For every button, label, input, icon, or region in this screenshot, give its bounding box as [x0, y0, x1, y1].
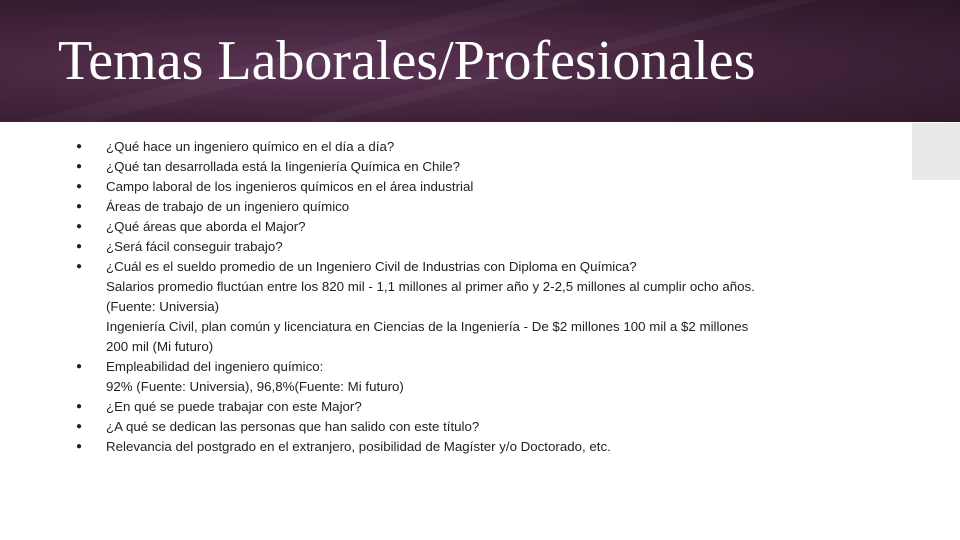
bullet-dot-icon: ●: [76, 421, 83, 432]
bullet-text: Relevancia del postgrado en el extranjero, posibilidad de Magíster y/o Doctorado, etc.: [106, 439, 611, 454]
bullet-text: Campo laboral de los ingenieros químicos en el área industrial: [106, 179, 474, 194]
bullet-item: [76, 177, 916, 197]
bullet-item: [76, 237, 916, 257]
bullet-text: Áreas de trabajo de un ingeniero químico: [106, 199, 350, 214]
title-banner: [0, 0, 960, 122]
bullet-item: [76, 137, 916, 157]
bullet-item: [76, 257, 916, 357]
bullet-dot-icon: ●: [76, 161, 83, 172]
bullet-text: ¿En qué se puede trabajar con este Major?: [106, 399, 362, 414]
bullet-text: ¿Qué áreas que aborda el Major?: [106, 219, 306, 234]
side-tab-decoration: [912, 123, 960, 180]
bullet-detail-line: Ingeniería Civil, plan común y licenciatura en Ciencias de la Ingeniería - De $2 millones 100 mil a $2 millones: [106, 319, 749, 334]
bullet-item: [76, 437, 916, 457]
bullet-text: ¿Cuál es el sueldo promedio de un Ingeniero Civil de Industrias con Diploma en Química?: [106, 259, 637, 274]
bullet-dot-icon: ●: [76, 221, 83, 232]
bullet-text: Empleabilidad del ingeniero químico:: [106, 359, 324, 374]
bullet-detail-line: Salarios promedio fluctúan entre los 820 mil - 1,1 millones al primer año y 2-2,5 millones al cumplir ocho años.: [106, 279, 755, 294]
bullet-detail-line: 92% (Fuente: Universia), 96,8%(Fuente: Mi futuro): [106, 379, 404, 394]
bullet-text: ¿Será fácil conseguir trabajo?: [106, 239, 283, 254]
slide-title: Temas Laborales/Profesionales: [58, 30, 756, 92]
bullet-detail-line: (Fuente: Universia): [106, 299, 220, 314]
bullet-dot-icon: ●: [76, 361, 83, 372]
bullet-text: ¿Qué tan desarrollada está la Iingeniería Química en Chile?: [106, 159, 461, 174]
bullet-dot-icon: ●: [76, 141, 83, 152]
bullet-item: [76, 417, 916, 437]
bullet-list: [76, 137, 916, 457]
bullet-dot-icon: ●: [76, 241, 83, 252]
bullet-text: ¿Qué hace un ingeniero químico en el día a día?: [106, 139, 395, 154]
bullet-item: [76, 197, 916, 217]
bullet-dot-icon: ●: [76, 181, 83, 192]
bullet-dot-icon: ●: [76, 441, 83, 452]
bullet-dot-icon: ●: [76, 401, 83, 412]
bullet-dot-icon: ●: [76, 261, 83, 272]
bullet-item: [76, 397, 916, 417]
bullet-item: [76, 157, 916, 177]
bullet-dot-icon: ●: [76, 201, 83, 212]
bullet-item: [76, 217, 916, 237]
bullet-item: [76, 357, 916, 397]
bullet-text: ¿A qué se dedican las personas que han salido con este título?: [106, 419, 480, 434]
bullet-detail-line: 200 mil (Mi futuro): [106, 339, 214, 354]
